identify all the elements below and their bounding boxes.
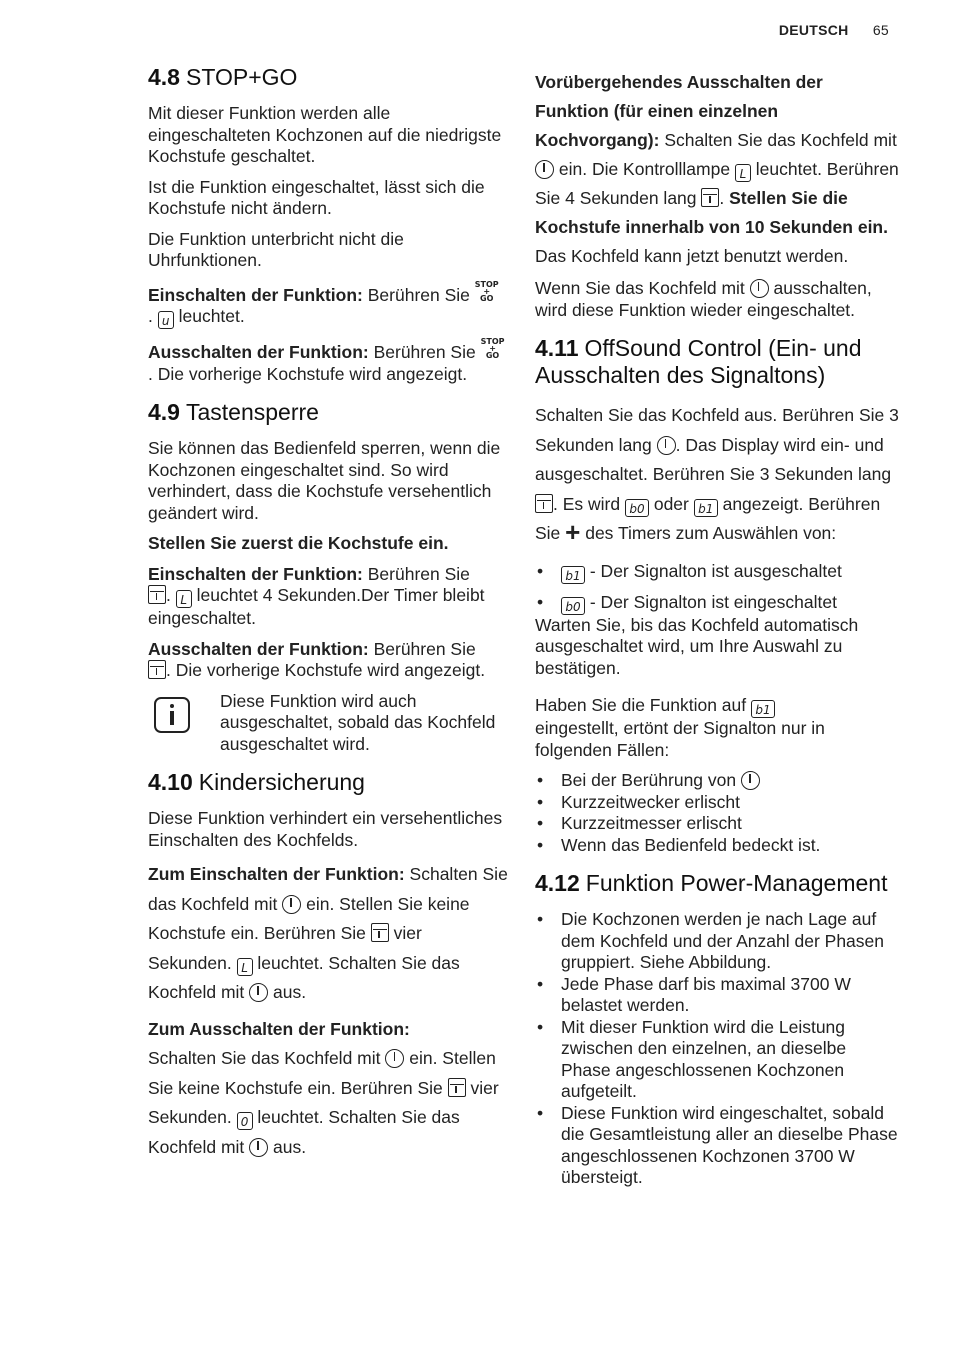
paragraph: Einschalten der Funktion: Berühren Sie . L leuchtet 4 Sekunden.Der Timer bleibt eingeschaltet. [148,563,485,628]
b0-display-icon: b0 [625,499,649,517]
power-icon [750,279,769,298]
list-item: • Die Kochzonen werden je nach Lage auf dem Kochfeld und der Anzahl der Phasen gruppiert. Siehe Abbildung. [535,909,900,974]
list-item: • Mit dieser Funktion wird die Leistung zwischen den einzelnen, an dieselbe Phase angeschlossenen Kochzonen aufgeteilt. [535,1017,900,1103]
list-item: • Diese Funktion wird eingeschaltet, sobald die Gesamtleistung aller an dieselbe Phase angeschlossenen Kochzonen 3700 W übersteigt. [535,1103,900,1189]
section-heading: 4.8 STOP+GO [148,64,298,90]
header-language: DEUTSCH [778,22,849,38]
section-stop-go [148,64,508,385]
page-header [779,22,889,38]
section-power-management [535,870,900,1189]
paragraph: Ausschalten der Funktion: Berühren Sie . Die vorherige Kochstufe wird angezeigt. [148,638,486,680]
paragraph: Haben Sie die Funktion auf b1 eingestellt, ertönt der Signalton nur in folgenden Fällen: [535,695,825,760]
power-icon [385,1049,404,1068]
list-item: • b0 - Der Signalton ist eingeschaltet [535,590,900,615]
lock-icon [448,1078,466,1097]
lock-icon [148,585,166,604]
info-icon [154,697,190,733]
lock-icon [371,923,389,942]
lock-icon [701,188,719,207]
paragraph: Mit dieser Funktion werden alle eingeschalteten Kochzonen auf die niedrigste Kochstufe geschaltet. [148,103,502,166]
section-tastensperre [148,399,508,755]
power-icon [282,895,301,914]
u-display-icon: u [158,311,174,329]
stop-go-icon: STOP + GO [480,337,505,360]
paragraph: Zum Ausschalten der Funktion: [148,1018,410,1039]
page-number: 65 [872,22,889,38]
l-display-icon: L [735,164,751,182]
info-text: Diese Funktion wird auch ausgeschaltet, sobald das Kochfeld ausgeschaltet wird. [220,690,496,754]
paragraph: Schalten Sie das Kochfeld mit ein. Stellen Sie keine Kochstufe ein. Berühren Sie vier Sekunden. 0 leuchtet. Schalten Sie das Kochfeld mit aus. [148,1048,499,1157]
section-heading: 4.11 OffSound Control (Ein- und Ausschalten des Signaltons) [535,335,862,388]
list-item: • Kurzzeitwecker erlischt [535,792,900,814]
list-item: • Wenn das Bedienfeld bedeckt ist. [535,835,900,857]
power-icon [535,160,554,179]
list-item: • Kurzzeitmesser erlischt [535,813,900,835]
power-icon [657,436,676,455]
lock-icon [535,494,553,513]
power-icon [249,983,268,1002]
plus-icon: + [565,517,581,547]
zero-display-icon: 0 [237,1112,253,1130]
b1-display-icon: b1 [751,700,775,718]
paragraph: Schalten Sie das Kochfeld aus. Berühren Sie 3 Sekunden lang . Das Display wird ein- und ausgeschaltet. Berühren Sie 3 Sekunden lang . Es wird b0 oder b1 angezeigt. Berühren Sie + des Timers zum Auswählen von: [535,405,899,547]
section-kindersicherung [148,769,508,1162]
paragraph: Zum Einschalten der Funktion: Schalten Sie das Kochfeld mit ein. Stellen Sie keine Kochstufe ein. Berühren Sie vier Sekunden. L leuchtet. Schalten Sie das Kochfeld mit aus. [148,864,508,1002]
power-icon [741,771,760,790]
section-heading: 4.10 Kindersicherung [148,769,365,795]
power-icon [249,1138,268,1157]
section-heading: 4.9 Tastensperre [148,399,319,425]
paragraph: Vorübergehendes Ausschalten der Funktion (für einen einzelnen Kochvorgang): Schalten Sie das Kochfeld mit ein. Die Kontrolllampe L leuchtet. Berühren Sie 4 Sekunden lang . Stellen Sie die Kochstufe innerhalb von 10 Sekunden ein. Das Kochfeld kann jetzt benutzt werden. [535,72,899,266]
list-item: • Jede Phase darf bis maximal 3700 W belastet werden. [535,974,900,1017]
paragraph: Diese Funktion verhindert ein versehentliches Einschalten des Kochfelds. [148,808,503,850]
paragraph: Warten Sie, bis das Kochfeld automatisch ausgeschaltet wird, um Ihre Auswahl zu bestätigen. [535,614,859,678]
l-display-icon: L [176,590,192,608]
paragraph: Ausschalten der Funktion: Berühren Sie STOP + GO . Die vorherige Kochstufe wird angezeigt. [148,337,505,384]
paragraph: Einschalten der Funktion: Berühren Sie STOP + GO . u leuchtet. [148,279,499,328]
signal-cases-list [535,770,900,856]
info-note [148,691,508,756]
paragraph: Ist die Funktion eingeschaltet, lässt sich die Kochstufe nicht ändern. [148,176,485,218]
section-heading: 4.12 Funktion Power-Management [535,870,888,896]
section-offsound-control [535,335,900,856]
list-item: • Bei der Berührung von [535,770,900,792]
right-column [535,68,900,1203]
l-display-icon: L [237,958,253,976]
signal-options-list [535,556,900,615]
paragraph: Wenn Sie das Kochfeld mit ausschalten, wird diese Funktion wieder eingeschaltet. [535,278,872,320]
paragraph: Die Funktion unterbricht nicht die Uhrfunktionen. [148,228,404,270]
list-item: • b1 - Der Signalton ist ausgeschaltet [535,556,900,586]
lock-icon [148,660,166,679]
stop-go-icon: STOP + GO [474,279,499,303]
left-column [148,64,508,1176]
b0-display-icon: b0 [561,597,585,615]
b1-display-icon: b1 [694,499,718,517]
b1-display-icon: b1 [561,566,585,584]
paragraph: Stellen Sie zuerst die Kochstufe ein. [148,533,449,553]
power-management-list [535,909,900,1189]
section-temporary-off [535,68,900,321]
paragraph: Sie können das Bedienfeld sperren, wenn die Kochzonen eingeschaltet sind. So wird verhindert, dass die Kochstufe versehentlich geändert wird. [148,438,501,523]
